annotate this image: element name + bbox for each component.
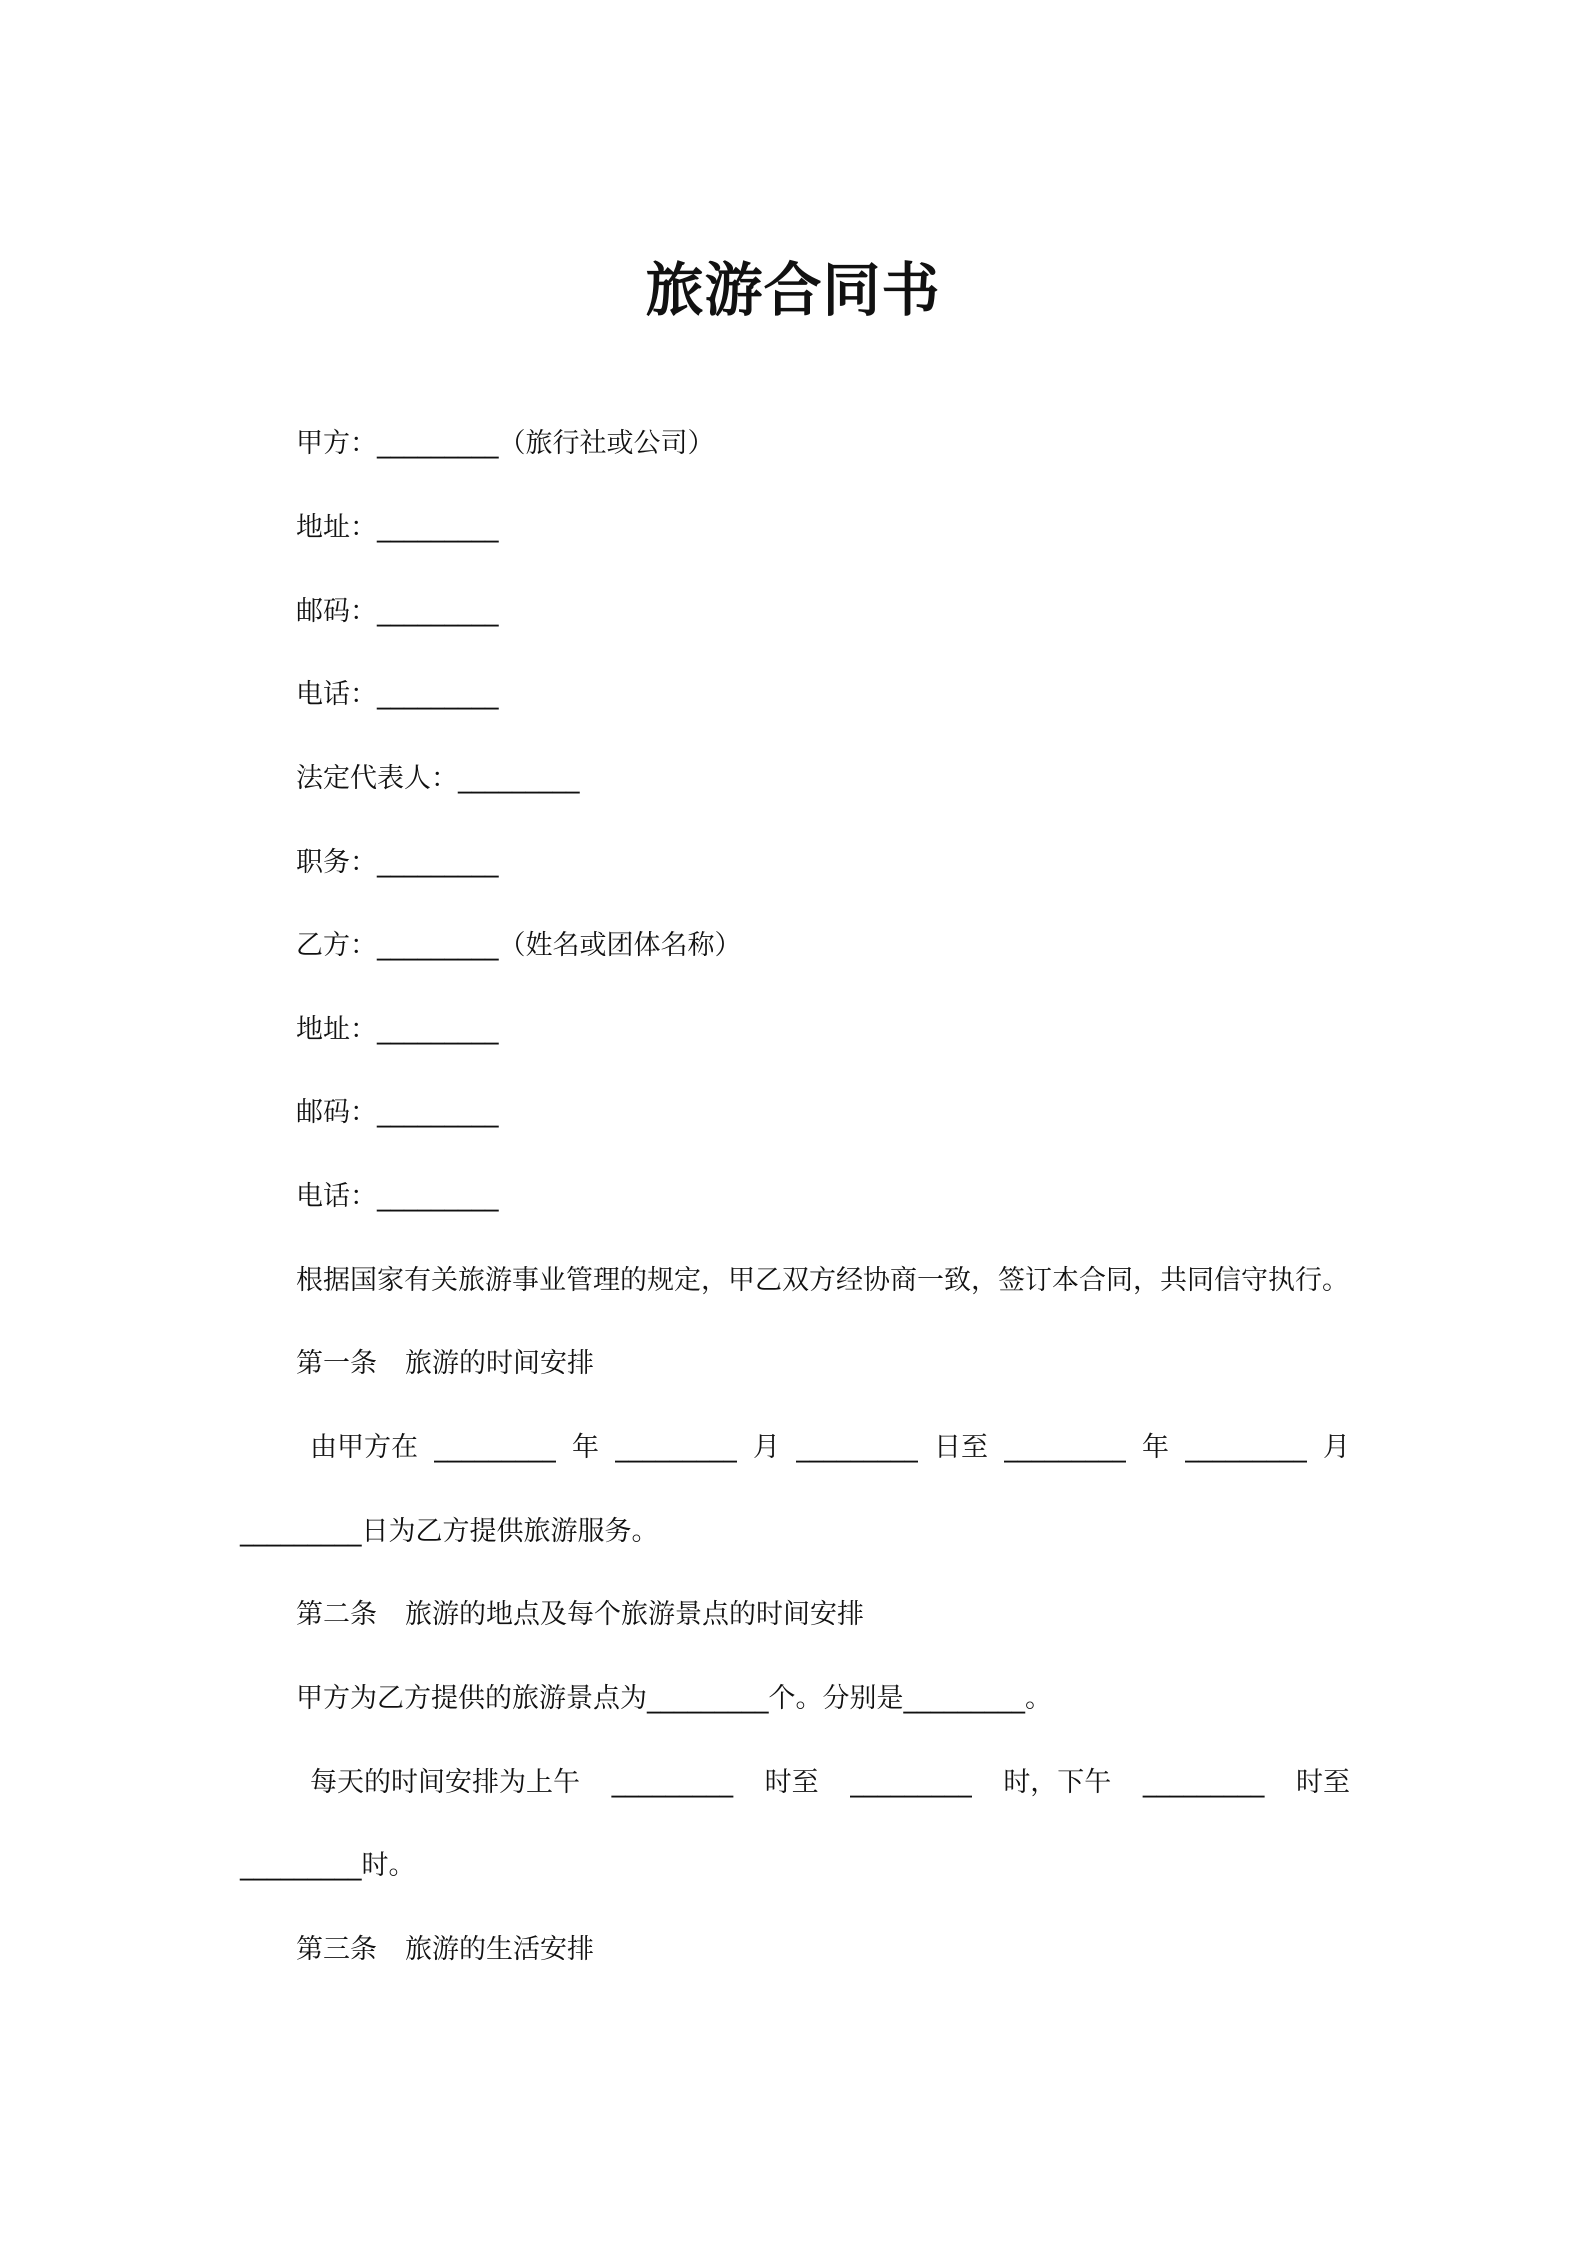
blank-field: _________ xyxy=(903,1683,1025,1714)
party-a-postcode-line xyxy=(296,592,499,632)
party-a-address-line xyxy=(296,508,499,548)
article-3-title: 旅游的生活安排 xyxy=(405,1934,594,1965)
blank-field: _________ xyxy=(377,512,499,543)
blank-field: _________ xyxy=(1142,1767,1265,1798)
article-1-number: 第一条 xyxy=(296,1348,377,1379)
blank-field: _________ xyxy=(377,930,499,961)
blank-field: _________ xyxy=(1185,1432,1307,1463)
party-b-postcode-label: 邮码： xyxy=(296,1097,377,1128)
text-fragment: 月 xyxy=(1323,1432,1350,1463)
preamble-paragraph: 根据国家有关旅游事业管理的规定，甲乙双方经协商一致，签订本合同，共同信守执行。 xyxy=(296,1265,1349,1296)
party-b-name-note: （姓名或团体名称） xyxy=(498,930,742,961)
article-2-heading xyxy=(296,1595,864,1635)
text-fragment: 时，下午 xyxy=(1003,1767,1112,1798)
article-1-paragraph-line-1 xyxy=(310,1428,1350,1468)
party-b-name-line xyxy=(296,926,742,966)
article-2-number: 第二条 xyxy=(296,1599,377,1630)
blank-field: _________ xyxy=(377,1014,499,1045)
blank-field: _________ xyxy=(615,1432,737,1463)
blank-field: _________ xyxy=(796,1432,918,1463)
blank-field: _________ xyxy=(377,679,499,710)
text-fragment: 。 xyxy=(1025,1683,1052,1714)
party-b-postcode-line xyxy=(296,1093,499,1133)
party-a-phone-label: 电话： xyxy=(296,679,377,710)
blank-field: _________ xyxy=(647,1683,769,1714)
text-fragment: 年 xyxy=(1142,1432,1169,1463)
party-a-name-line xyxy=(296,424,715,464)
text-fragment: 时。 xyxy=(361,1850,416,1881)
text-fragment: 个。分别是 xyxy=(768,1683,904,1714)
article-2-paragraph-2-line-2 xyxy=(240,1846,416,1886)
party-b-address-label: 地址： xyxy=(296,1014,377,1045)
blank-field: _________ xyxy=(377,428,499,459)
party-b-address-line xyxy=(296,1010,499,1050)
article-1-paragraph-line-2 xyxy=(240,1512,659,1552)
blank-field: _________ xyxy=(377,596,499,627)
blank-field: _________ xyxy=(377,847,499,878)
party-a-position-label: 职务： xyxy=(296,847,377,878)
article-1-heading xyxy=(296,1344,594,1384)
article-2-paragraph-2-line-1 xyxy=(310,1763,1350,1803)
document-title: 旅游合同书 xyxy=(645,256,941,324)
party-b-phone-line xyxy=(296,1177,499,1217)
text-fragment: 日至 xyxy=(934,1432,988,1463)
party-b-phone-label: 电话： xyxy=(296,1181,377,1212)
text-fragment: 由甲方在 xyxy=(310,1432,418,1463)
text-fragment: 年 xyxy=(572,1432,599,1463)
blank-field: _________ xyxy=(850,1767,972,1798)
text-fragment: 甲方为乙方提供的旅游景点为 xyxy=(296,1683,647,1714)
blank-field: _________ xyxy=(377,1181,499,1212)
text-fragment: 日为乙方提供旅游服务。 xyxy=(361,1516,659,1547)
party-a-name-label: 甲方： xyxy=(296,428,377,459)
party-a-phone-line xyxy=(296,675,499,715)
blank-field: _________ xyxy=(458,763,580,794)
blank-field: _________ xyxy=(1004,1432,1126,1463)
article-2-title: 旅游的地点及每个旅游景点的时间安排 xyxy=(405,1599,864,1630)
blank-field: _________ xyxy=(240,1516,362,1547)
blank-field: _________ xyxy=(611,1767,734,1798)
party-a-postcode-label: 邮码： xyxy=(296,596,377,627)
party-a-position-line xyxy=(296,843,499,883)
blank-field: _________ xyxy=(434,1432,556,1463)
article-2-paragraph-1 xyxy=(296,1679,1052,1719)
party-a-address-label: 地址： xyxy=(296,512,377,543)
party-a-name-note: （旅行社或公司） xyxy=(498,428,715,459)
article-3-number: 第三条 xyxy=(296,1934,377,1965)
text-fragment: 时至 xyxy=(1295,1767,1350,1798)
party-a-legal-rep-line xyxy=(296,759,580,799)
party-b-name-label: 乙方： xyxy=(296,930,377,961)
text-fragment: 时至 xyxy=(764,1767,819,1798)
party-a-legal-rep-label: 法定代表人： xyxy=(296,763,458,794)
article-3-heading xyxy=(296,1930,594,1970)
text-fragment: 每天的时间安排为上午 xyxy=(310,1767,580,1798)
blank-field: _________ xyxy=(240,1850,362,1881)
text-fragment: 月 xyxy=(753,1432,780,1463)
blank-field: _________ xyxy=(377,1097,499,1128)
article-1-title: 旅游的时间安排 xyxy=(405,1348,594,1379)
